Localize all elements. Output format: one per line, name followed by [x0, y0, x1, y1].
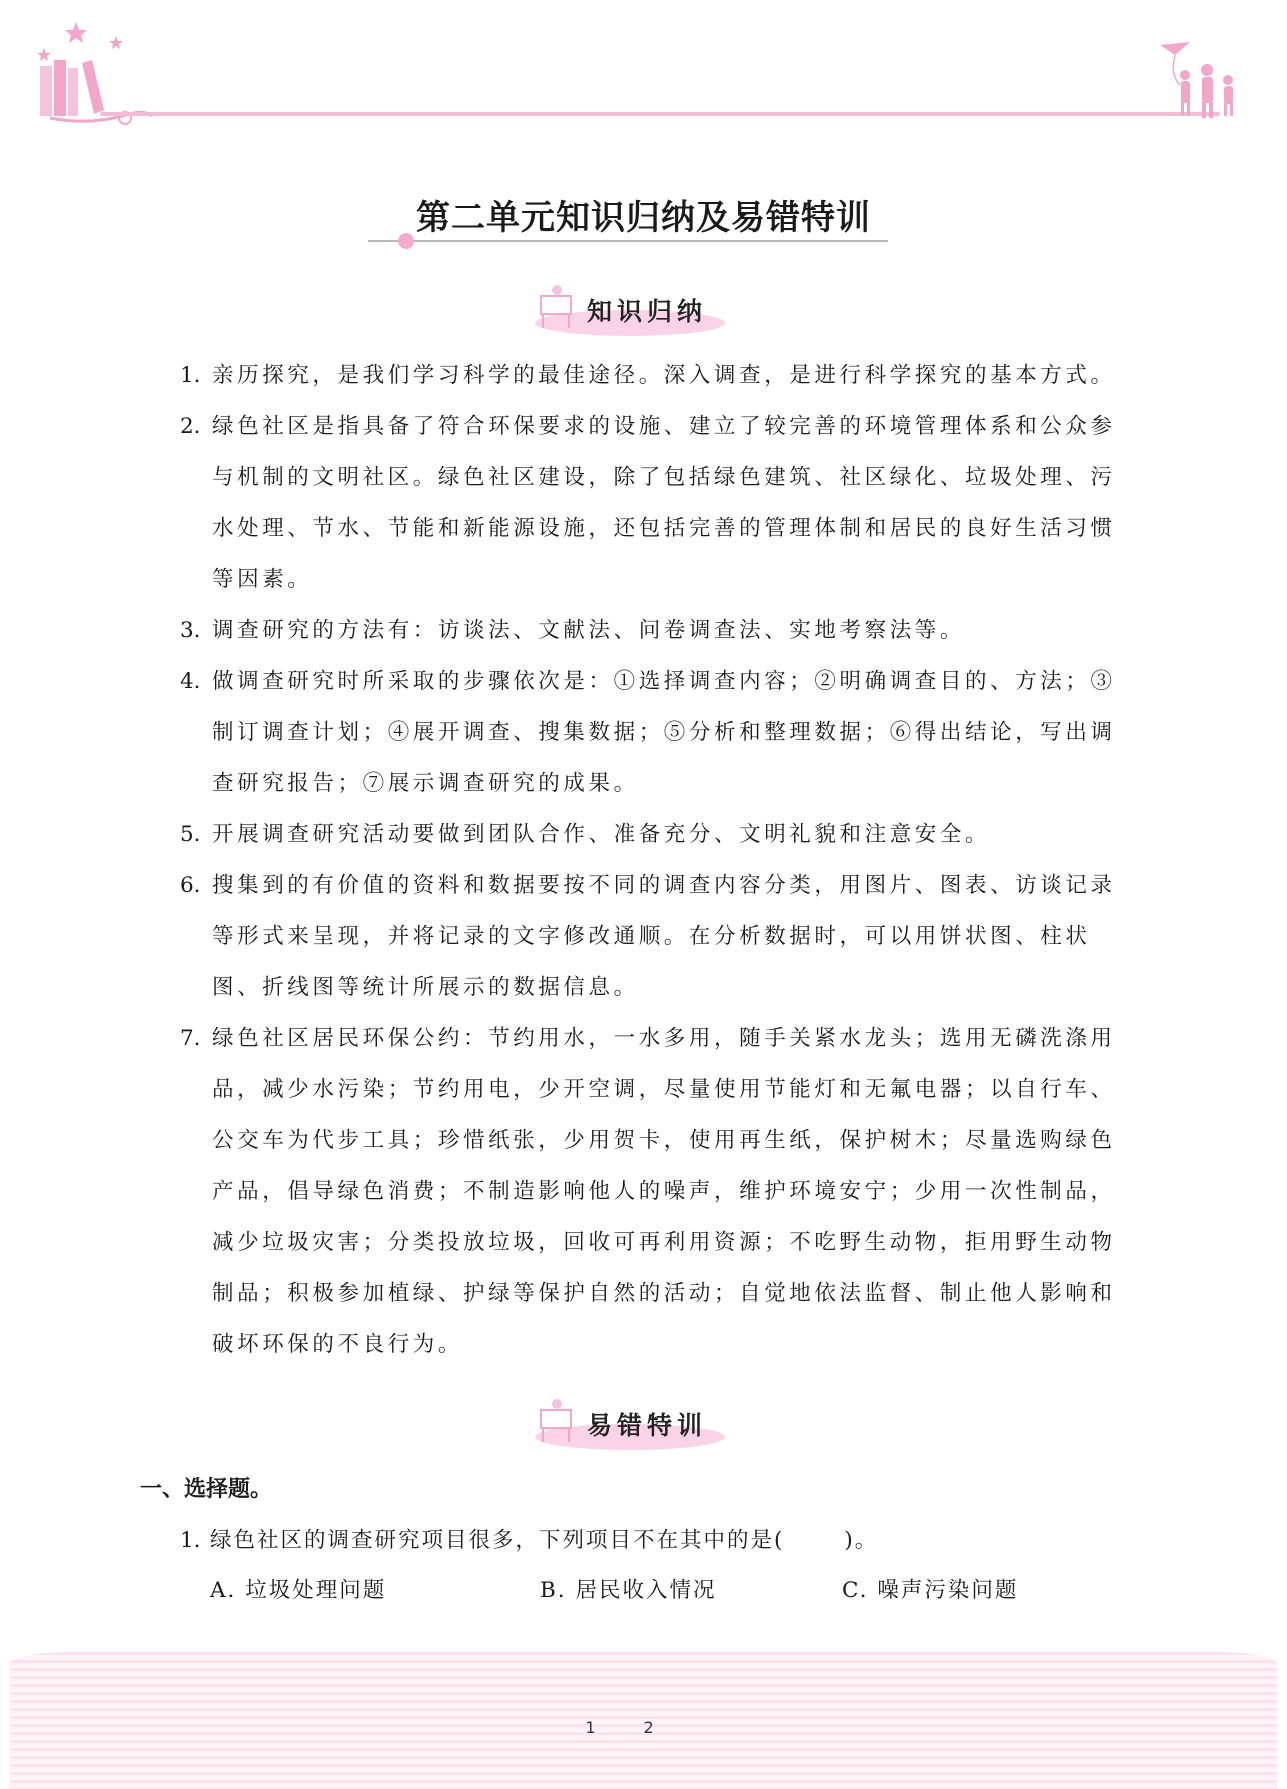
question-type-heading: 一、选择题。 — [140, 1477, 273, 1502]
item-text: 开展调查研究活动要做到团队合作、准备充分、文明礼貌和注意安全。 — [212, 822, 991, 847]
question-stem-end: )。 — [844, 1528, 879, 1553]
knowledge-item — [180, 656, 1125, 809]
knowledge-item — [180, 860, 1125, 1013]
item-text: 做调查研究时所采取的步骤依次是：①选择调查内容；②明确调查目的、方法；③制订调查计划；④展开调查、搜集数据；⑤分析和整理数据；⑥得出结论，写出调查研究报告；⑦展示调查研究的成果。 — [212, 669, 1116, 796]
section-title-knowledge: 知识归纳 — [587, 297, 708, 326]
knowledge-item — [180, 401, 1125, 605]
desk-icon — [535, 1396, 585, 1444]
item-text: 搜集到的有价值的资料和数据要按不同的调查内容分类，用图片、图表、访谈记录等形式来呈现，并将记录的文字修改通顺。在分析数据时，可以用饼状图、柱状图、折线图等统计所展示的数据信息。 — [212, 873, 1116, 1000]
desk-icon — [535, 282, 585, 330]
item-text: 调查研究的方法有：访谈法、文献法、问卷调查法、实地考察法等。 — [212, 618, 966, 643]
option-a[interactable]: A. 垃圾处理问题 — [210, 1578, 387, 1603]
item-number: 3. — [180, 618, 201, 643]
item-number: 1. — [180, 363, 201, 388]
section-header-practice — [535, 1396, 735, 1456]
item-text: 亲历探究，是我们学习科学的最佳途径。深入调查，是进行科学探究的基本方式。 — [212, 363, 1116, 388]
question-number: 1. — [180, 1528, 201, 1553]
item-number: 5. — [180, 822, 201, 847]
option-b[interactable]: B. 居民收入情况 — [540, 1578, 717, 1603]
item-number: 6. — [180, 873, 201, 898]
knowledge-item — [180, 809, 1125, 860]
question-stem: 绿色社区的调查研究项目很多，下列项目不在其中的是( — [210, 1528, 785, 1553]
title-dot — [398, 233, 414, 249]
knowledge-item — [180, 350, 1125, 401]
item-number: 7. — [180, 1026, 201, 1051]
title-underline — [368, 240, 888, 242]
question-1 — [180, 1523, 878, 1554]
knowledge-item — [180, 605, 1125, 656]
header-rule — [100, 112, 1220, 116]
knowledge-item — [180, 1013, 1125, 1370]
section-title-practice: 易错特训 — [587, 1411, 708, 1440]
item-text: 绿色社区居民环保公约：节约用水，一水多用，随手关紧水龙头；选用无磷洗涤用品，减少水污染；节约用电，少开空调，尽量使用节能灯和无氟电器；以自行车、公交车为代步工具；珍惜纸张，少用贺卡，使用再生纸，保护树木；尽量选购绿色产品，倡导绿色消费；不制造影响他人的噪声，维护环境安宁；少用一次性制品，减少垃圾灾害；分类投放垃圾，回收可再利用资源；不吃野生动物，拒用野生动物制品；积极参加植绿、护绿等保护自然的活动；自觉地依法监督、制止他人影响和破坏环保的不良行为。 — [212, 1026, 1116, 1357]
option-c[interactable]: C. 噪声污染问题 — [842, 1578, 1019, 1603]
children-kite-icon — [1155, 40, 1245, 120]
item-number: 4. — [180, 669, 201, 694]
knowledge-list — [180, 350, 1125, 1370]
section-header-knowledge — [535, 282, 735, 342]
page-number: 12 — [585, 1718, 702, 1737]
item-text: 绿色社区是指具备了符合环保要求的设施、建立了较完善的环境管理体系和公众参与机制的文明社区。绿色社区建设，除了包括绿色建筑、社区绿化、垃圾处理、污水处理、节水、节能和新能源设施，还包括完善的管理体制和居民的良好生活习惯等因素。 — [212, 414, 1116, 592]
item-number: 2. — [180, 414, 201, 439]
page-title: 第二单元知识归纳及易错特训 — [416, 198, 871, 238]
